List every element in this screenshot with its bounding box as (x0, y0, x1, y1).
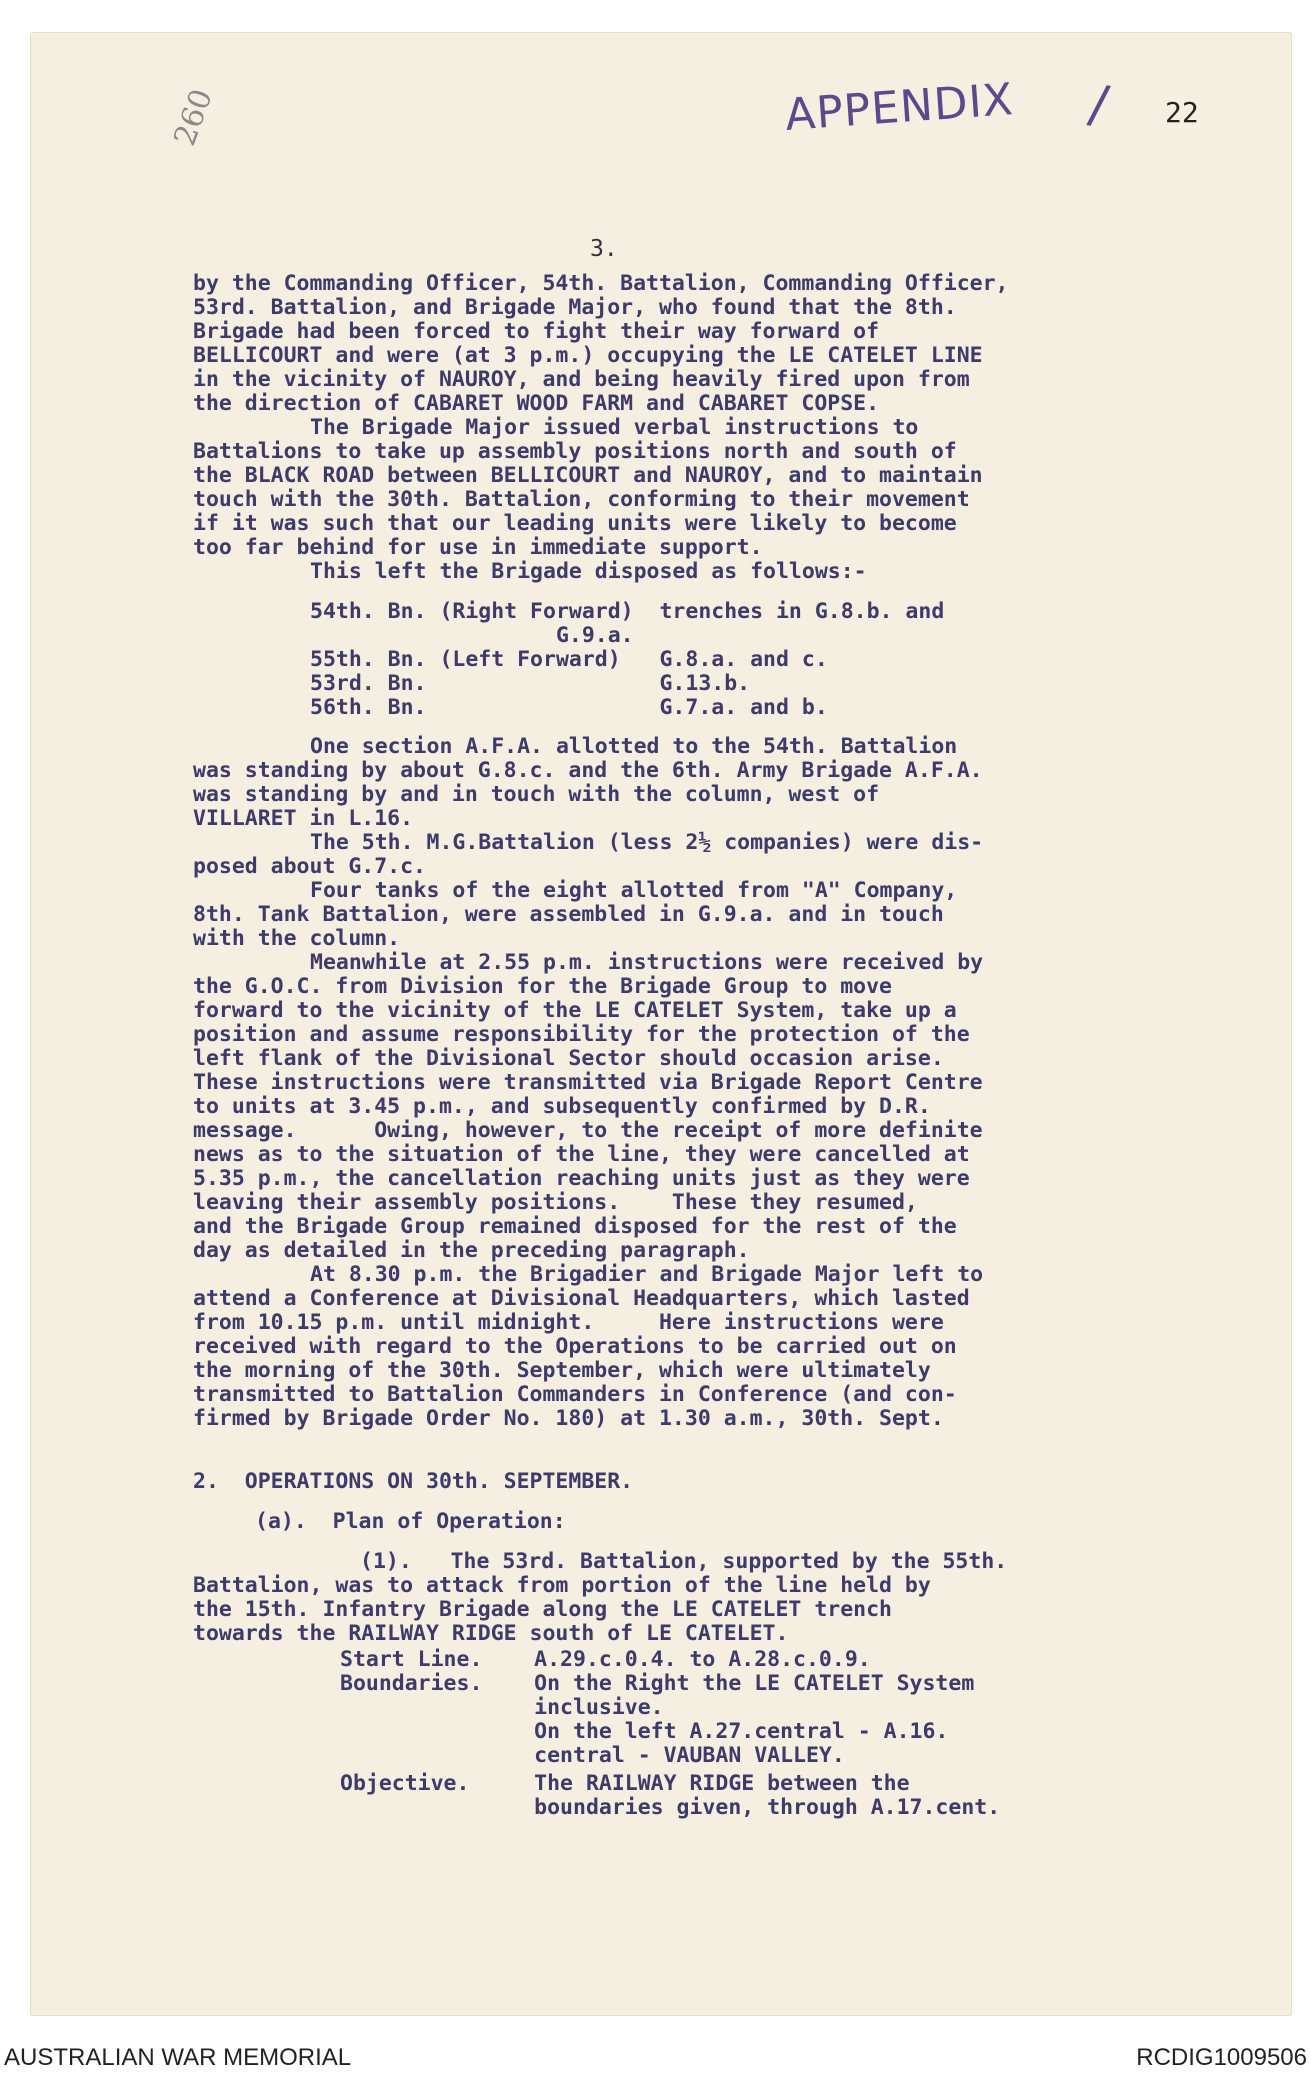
text-line: 56th. Bn. G.7.a. and b. (310, 695, 828, 720)
text-line: On the left A.27.central - A.16. (340, 1719, 949, 1744)
footer-record-id: RCDIG1009506 (1136, 2044, 1307, 2071)
document-page-number: 3. (590, 236, 618, 262)
text-line: firmed by Brigade Order No. 180) at 1.30 a.m., 30th. Sept. (193, 1406, 944, 1431)
text-line: The Brigade Major issued verbal instructions to (310, 415, 919, 440)
text-line: the G.O.C. from Division for the Brigade Group to move (193, 974, 892, 999)
text-line: 53rd. Battalion, and Brigade Major, who found that the 8th. (193, 295, 957, 320)
stamp-mark: / (1084, 73, 1113, 137)
text-line: was standing by about G.8.c. and the 6th. Army Brigade A.F.A. (193, 758, 983, 783)
text-line: from 10.15 p.m. until midnight. Here instructions were (193, 1310, 944, 1335)
text-line: the 15th. Infantry Brigade along the LE CATELET trench (193, 1597, 892, 1622)
text-line: the morning of the 30th. September, which were ultimately (193, 1358, 931, 1383)
pencil-folio-number: 260 (167, 84, 220, 151)
text-line: too far behind for use in immediate support. (193, 535, 763, 560)
text-line: central - VAUBAN VALLEY. (340, 1743, 845, 1768)
text-line: G.9.a. (310, 623, 634, 648)
text-line: inclusive. (340, 1695, 664, 1720)
text-line: 53rd. Bn. G.13.b. (310, 671, 751, 696)
text-line: news as to the situation of the line, they were cancelled at (193, 1142, 970, 1167)
text-line: (1). The 53rd. Battalion, supported by the 55th. (360, 1549, 1008, 1574)
text-line: leaving their assembly positions. These they resumed, (193, 1190, 918, 1215)
text-line: touch with the 30th. Battalion, conforming to their movement (193, 487, 970, 512)
text-line: by the Commanding Officer, 54th. Battalion, Commanding Officer, (193, 271, 1009, 296)
text-line: towards the RAILWAY RIDGE south of LE CATELET. (193, 1621, 789, 1646)
footer-institution: AUSTRALIAN WAR MEMORIAL (4, 2044, 352, 2071)
text-line: day as detailed in the preceding paragraph. (193, 1238, 750, 1263)
text-line: and the Brigade Group remained disposed for the rest of the (193, 1214, 957, 1239)
text-line: (a). Plan of Operation: (255, 1509, 566, 1534)
text-line: At 8.30 p.m. the Brigadier and Brigade Major left to (310, 1262, 984, 1287)
text-line: with the column. (193, 926, 401, 951)
text-line: message. Owing, however, to the receipt of more definite (193, 1118, 983, 1143)
text-line: 8th. Tank Battalion, were assembled in G.9.a. and in touch (193, 902, 944, 927)
text-line: Objective. The RAILWAY RIDGE between the (340, 1771, 910, 1796)
text-line: boundaries given, through A.17.cent. (340, 1795, 1001, 1820)
text-line: Meanwhile at 2.55 p.m. instructions were received by (310, 950, 984, 975)
text-line: transmitted to Battalion Commanders in Conference (and con- (193, 1382, 957, 1407)
text-line: Brigade had been forced to fight their way forward of (193, 319, 880, 344)
text-line: posed about G.7.c. (193, 854, 426, 879)
text-line: Boundaries. On the Right the LE CATELET System (340, 1671, 975, 1696)
text-line: attend a Conference at Divisional Headquarters, which lasted (193, 1286, 970, 1311)
text-line: the BLACK ROAD between BELLICOURT and NAUROY, and to maintain (193, 463, 983, 488)
text-line: position and assume responsibility for the protection of the (193, 1022, 970, 1047)
text-line: in the vicinity of NAUROY, and being heavily fired upon from (193, 367, 970, 392)
page-number: 22 (1165, 96, 1199, 129)
text-line: the direction of CABARET WOOD FARM and CABARET COPSE. (193, 391, 880, 416)
text-line: VILLARET in L.16. (193, 806, 414, 831)
text-line: BELLICOURT and were (at 3 p.m.) occupying the LE CATELET LINE (193, 343, 983, 368)
text-line: 5.35 p.m., the cancellation reaching units just as they were (193, 1166, 970, 1191)
text-line: 54th. Bn. (Right Forward) trenches in G.8.b. and (310, 599, 945, 624)
text-line: Start Line. A.29.c.0.4. to A.28.c.0.9. (340, 1647, 871, 1672)
text-line: One section A.F.A. allotted to the 54th. Battalion (310, 734, 958, 759)
text-line: Battalion, was to attack from portion of the line held by (193, 1573, 931, 1598)
text-line: Four tanks of the eight allotted from "A" Company, (310, 878, 958, 903)
text-line: forward to the vicinity of the LE CATELET System, take up a (193, 998, 957, 1023)
text-line: 55th. Bn. (Left Forward) G.8.a. and c. (310, 647, 828, 672)
text-line: Battalions to take up assembly positions north and south of (193, 439, 957, 464)
text-line: These instructions were transmitted via Brigade Report Centre (193, 1070, 983, 1095)
text-line: was standing by and in touch with the column, west of (193, 782, 880, 807)
text-line: received with regard to the Operations to be carried out on (193, 1334, 957, 1359)
appendix-stamp: APPENDIX (783, 74, 1016, 141)
text-line: 2. OPERATIONS ON 30th. SEPTEMBER. (193, 1469, 634, 1494)
text-line: to units at 3.45 p.m., and subsequently confirmed by D.R. (193, 1094, 931, 1119)
text-line: if it was such that our leading units were likely to become (193, 511, 957, 536)
text-line: This left the Brigade disposed as follows:- (310, 559, 867, 584)
text-line: left flank of the Divisional Sector should occasion arise. (193, 1046, 944, 1071)
text-line: The 5th. M.G.Battalion (less 2½ companies) were dis- (310, 830, 984, 855)
